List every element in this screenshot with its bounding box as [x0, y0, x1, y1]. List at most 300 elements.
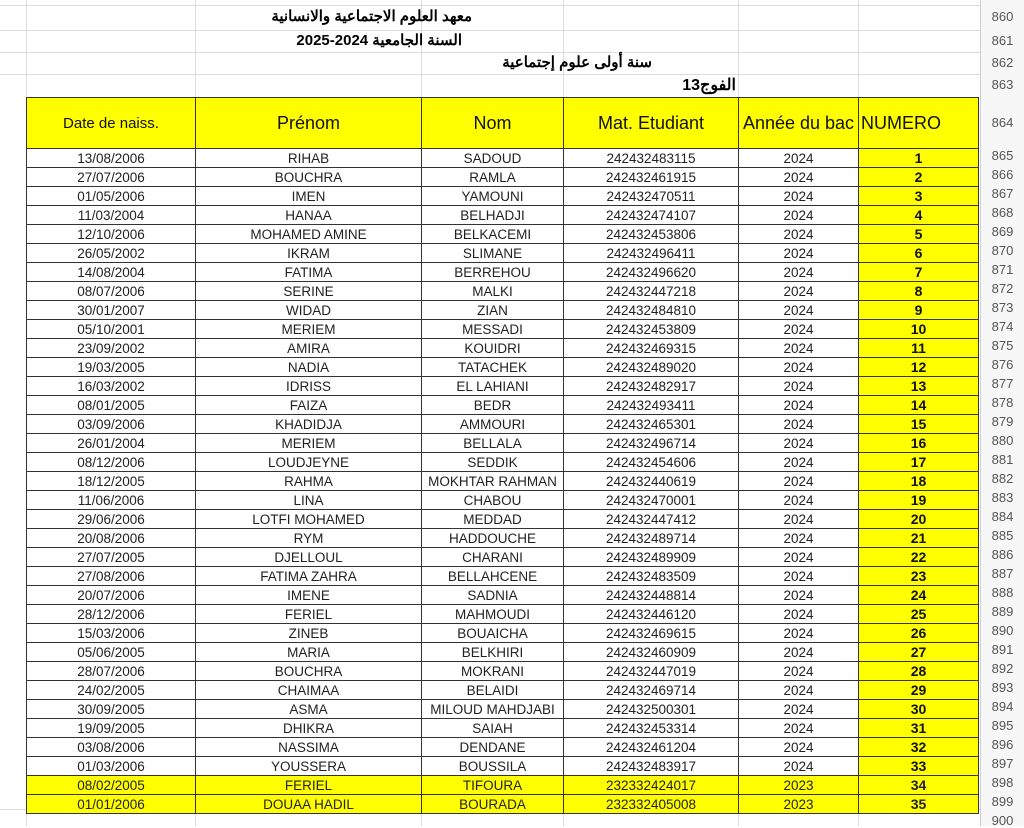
- cell-nom[interactable]: SEDDIK: [422, 453, 564, 472]
- cell-mat[interactable]: 242432447412: [564, 510, 739, 529]
- cell-prenom[interactable]: FERIEL: [196, 605, 422, 624]
- cell-bac[interactable]: 2023: [739, 795, 859, 814]
- table-row: [27, 149, 979, 168]
- cell-mat[interactable]: 242432496411: [564, 244, 739, 263]
- row-number[interactable]: 891: [991, 642, 1014, 657]
- cell-nom[interactable]: SAIAH: [422, 719, 564, 738]
- row-number[interactable]: 865: [991, 148, 1014, 163]
- cell-prenom[interactable]: HANAA: [196, 206, 422, 225]
- cell-bac[interactable]: 2024: [739, 738, 859, 757]
- cell-prenom[interactable]: BOUCHRA: [196, 662, 422, 681]
- cell-mat[interactable]: 242432446120: [564, 605, 739, 624]
- cell-mat[interactable]: 242432483115: [564, 149, 739, 168]
- cell-nom[interactable]: TATACHEK: [422, 358, 564, 377]
- cell-bac[interactable]: 2024: [739, 757, 859, 776]
- cell-mat[interactable]: 242432496620: [564, 263, 739, 282]
- cell-nom[interactable]: MOKRANI: [422, 662, 564, 681]
- cell-nom[interactable]: RAMLA: [422, 168, 564, 187]
- cell-nom[interactable]: MOKHTAR RAHMAN: [422, 472, 564, 491]
- cell-num[interactable]: 20: [859, 510, 979, 529]
- table-row: [27, 377, 979, 396]
- cell-date[interactable]: 08/01/2005: [27, 396, 196, 415]
- row-number[interactable]: 880: [991, 433, 1014, 448]
- cell-prenom[interactable]: LOUDJEYNE: [196, 453, 422, 472]
- cell-date[interactable]: 01/03/2006: [27, 757, 196, 776]
- cell-mat[interactable]: 242432483509: [564, 567, 739, 586]
- table-row: [27, 472, 979, 491]
- cell-date[interactable]: 30/01/2007: [27, 301, 196, 320]
- cell-bac[interactable]: 2024: [739, 567, 859, 586]
- table-row: [27, 282, 979, 301]
- row-number[interactable]: 886: [991, 547, 1014, 562]
- cell-mat[interactable]: 242432469315: [564, 339, 739, 358]
- cell-prenom[interactable]: DJELLOUL: [196, 548, 422, 567]
- row-number[interactable]: 896: [991, 737, 1014, 752]
- cell-mat[interactable]: 242432461915: [564, 168, 739, 187]
- table-row: [27, 510, 979, 529]
- row-number[interactable]: 889: [991, 604, 1014, 619]
- cell-date[interactable]: 01/01/2006: [27, 795, 196, 814]
- cell-nom[interactable]: BELKACEMI: [422, 225, 564, 244]
- cell-num[interactable]: 25: [859, 605, 979, 624]
- cell-mat[interactable]: 242432484810: [564, 301, 739, 320]
- row-number[interactable]: 866: [991, 167, 1014, 182]
- cell-bac[interactable]: 2024: [739, 586, 859, 605]
- table-row: [27, 187, 979, 206]
- cell-prenom[interactable]: FAIZA: [196, 396, 422, 415]
- cell-prenom[interactable]: WIDAD: [196, 301, 422, 320]
- table-row: [27, 206, 979, 225]
- cell-num[interactable]: 27: [859, 643, 979, 662]
- cell-date[interactable]: 28/07/2006: [27, 662, 196, 681]
- cell-bac[interactable]: 2024: [739, 282, 859, 301]
- cell-prenom[interactable]: MERIEM: [196, 434, 422, 453]
- table-row: [27, 339, 979, 358]
- cell-mat[interactable]: 242432465301: [564, 415, 739, 434]
- cell-date[interactable]: 08/07/2006: [27, 282, 196, 301]
- table-row: [27, 415, 979, 434]
- cell-prenom[interactable]: FATIMA: [196, 263, 422, 282]
- cell-date[interactable]: 20/07/2006: [27, 586, 196, 605]
- table-row: [27, 301, 979, 320]
- cell-num[interactable]: 8: [859, 282, 979, 301]
- level-title: سنة أولى علوم إجتماعية: [502, 54, 652, 71]
- row-number[interactable]: 897: [991, 756, 1014, 771]
- cell-num[interactable]: 34: [859, 776, 979, 795]
- cell-prenom[interactable]: DOUAA HADIL: [196, 795, 422, 814]
- cell-prenom[interactable]: FERIEL: [196, 776, 422, 795]
- cell-prenom[interactable]: RAHMA: [196, 472, 422, 491]
- col-header-date[interactable]: Date de naiss.: [27, 98, 196, 149]
- cell-prenom[interactable]: ZINEB: [196, 624, 422, 643]
- cell-nom[interactable]: MALKI: [422, 282, 564, 301]
- cell-mat[interactable]: 242432482917: [564, 377, 739, 396]
- cell-nom[interactable]: EL LAHIANI: [422, 377, 564, 396]
- cell-prenom[interactable]: RYM: [196, 529, 422, 548]
- cell-prenom[interactable]: KHADIDJA: [196, 415, 422, 434]
- cell-nom[interactable]: KOUIDRI: [422, 339, 564, 358]
- cell-bac[interactable]: 2024: [739, 510, 859, 529]
- cell-date[interactable]: 28/12/2006: [27, 605, 196, 624]
- cell-nom[interactable]: CHARANI: [422, 548, 564, 567]
- table-row: [27, 719, 979, 738]
- cell-bac[interactable]: 2024: [739, 700, 859, 719]
- cell-bac[interactable]: 2024: [739, 643, 859, 662]
- cell-mat[interactable]: 242432454606: [564, 453, 739, 472]
- row-number[interactable]: 873: [991, 300, 1014, 315]
- cell-date[interactable]: 11/06/2006: [27, 491, 196, 510]
- table-row: [27, 586, 979, 605]
- cell-num[interactable]: 12: [859, 358, 979, 377]
- cell-mat[interactable]: 242432470001: [564, 491, 739, 510]
- cell-nom[interactable]: BOURADA: [422, 795, 564, 814]
- cell-date[interactable]: 03/09/2006: [27, 415, 196, 434]
- cell-bac[interactable]: 2024: [739, 149, 859, 168]
- cell-num[interactable]: 22: [859, 548, 979, 567]
- cell-num[interactable]: 15: [859, 415, 979, 434]
- table-row: [27, 491, 979, 510]
- cell-date[interactable]: 08/12/2006: [27, 453, 196, 472]
- cell-nom[interactable]: MAHMOUDI: [422, 605, 564, 624]
- cell-date[interactable]: 27/08/2006: [27, 567, 196, 586]
- cell-prenom[interactable]: AMIRA: [196, 339, 422, 358]
- cell-bac[interactable]: 2023: [739, 776, 859, 795]
- cell-num[interactable]: 33: [859, 757, 979, 776]
- cell-prenom[interactable]: CHAIMAA: [196, 681, 422, 700]
- table-row: [27, 358, 979, 377]
- table-row: [27, 681, 979, 700]
- cell-bac[interactable]: 2024: [739, 244, 859, 263]
- cell-prenom[interactable]: MERIEM: [196, 320, 422, 339]
- cell-bac[interactable]: 2024: [739, 225, 859, 244]
- cell-date[interactable]: 12/10/2006: [27, 225, 196, 244]
- row-number[interactable]: 861: [991, 33, 1014, 48]
- cell-mat[interactable]: 242432469714: [564, 681, 739, 700]
- cell-mat[interactable]: 242432447019: [564, 662, 739, 681]
- cell-bac[interactable]: 2024: [739, 263, 859, 282]
- table-row: [27, 605, 979, 624]
- cell-prenom[interactable]: YOUSSERA: [196, 757, 422, 776]
- cell-num[interactable]: 10: [859, 320, 979, 339]
- row-number[interactable]: 893: [991, 680, 1014, 695]
- cell-nom[interactable]: SLIMANE: [422, 244, 564, 263]
- cell-date[interactable]: 19/03/2005: [27, 358, 196, 377]
- cell-prenom[interactable]: RIHAB: [196, 149, 422, 168]
- row-number[interactable]: 899: [991, 794, 1014, 809]
- cell-prenom[interactable]: SERINE: [196, 282, 422, 301]
- cell-prenom[interactable]: BOUCHRA: [196, 168, 422, 187]
- cell-nom[interactable]: BELKHIRI: [422, 643, 564, 662]
- cell-mat[interactable]: 242432440619: [564, 472, 739, 491]
- cell-num[interactable]: 6: [859, 244, 979, 263]
- cell-bac[interactable]: 2024: [739, 605, 859, 624]
- cell-prenom[interactable]: DHIKRA: [196, 719, 422, 738]
- row-number[interactable]: 894: [991, 699, 1014, 714]
- cell-nom[interactable]: BERREHOU: [422, 263, 564, 282]
- cell-prenom[interactable]: IMENE: [196, 586, 422, 605]
- grid-line: [0, 30, 1024, 31]
- table-row: [27, 795, 979, 814]
- cell-bac[interactable]: 2024: [739, 472, 859, 491]
- cell-bac[interactable]: 2024: [739, 681, 859, 700]
- cell-nom[interactable]: SADOUD: [422, 149, 564, 168]
- cell-date[interactable]: 08/02/2005: [27, 776, 196, 795]
- cell-bac[interactable]: 2024: [739, 529, 859, 548]
- cell-num[interactable]: 7: [859, 263, 979, 282]
- cell-nom[interactable]: BELLALA: [422, 434, 564, 453]
- cell-mat[interactable]: 232332424017: [564, 776, 739, 795]
- students-table: [26, 97, 979, 814]
- cell-bac[interactable]: 2024: [739, 453, 859, 472]
- cell-mat[interactable]: 242432461204: [564, 738, 739, 757]
- cell-prenom[interactable]: FATIMA ZAHRA: [196, 567, 422, 586]
- cell-bac[interactable]: 2024: [739, 415, 859, 434]
- table-row: [27, 225, 979, 244]
- cell-bac[interactable]: 2024: [739, 206, 859, 225]
- row-number[interactable]: 863: [991, 77, 1014, 92]
- cell-nom[interactable]: ZIAN: [422, 301, 564, 320]
- cell-num[interactable]: 17: [859, 453, 979, 472]
- cell-mat[interactable]: 242432496714: [564, 434, 739, 453]
- cell-prenom[interactable]: ASMA: [196, 700, 422, 719]
- row-number[interactable]: 887: [991, 566, 1014, 581]
- cell-num[interactable]: 5: [859, 225, 979, 244]
- cell-prenom[interactable]: MOHAMED AMINE: [196, 225, 422, 244]
- cell-bac[interactable]: 2024: [739, 491, 859, 510]
- cell-mat[interactable]: 242432453809: [564, 320, 739, 339]
- cell-num[interactable]: 26: [859, 624, 979, 643]
- row-number[interactable]: 860: [991, 9, 1014, 24]
- col-header-prenom[interactable]: Prénom: [196, 98, 422, 149]
- cell-num[interactable]: 32: [859, 738, 979, 757]
- cell-mat[interactable]: 242432470511: [564, 187, 739, 206]
- col-header-numero[interactable]: NUMERO: [859, 98, 979, 149]
- table-row: [27, 548, 979, 567]
- cell-mat[interactable]: 242432453806: [564, 225, 739, 244]
- cell-num[interactable]: 3: [859, 187, 979, 206]
- cell-nom[interactable]: BEDR: [422, 396, 564, 415]
- row-number[interactable]: 864: [991, 115, 1014, 130]
- row-number[interactable]: 884: [991, 509, 1014, 524]
- table-row: [27, 662, 979, 681]
- row-number[interactable]: 892: [991, 661, 1014, 676]
- cell-date[interactable]: 19/09/2005: [27, 719, 196, 738]
- cell-date[interactable]: 20/08/2006: [27, 529, 196, 548]
- row-number[interactable]: 878: [991, 395, 1014, 410]
- table-row: [27, 776, 979, 795]
- cell-date[interactable]: 27/07/2005: [27, 548, 196, 567]
- cell-nom[interactable]: BOUAICHA: [422, 624, 564, 643]
- cell-date[interactable]: 15/03/2006: [27, 624, 196, 643]
- cell-bac[interactable]: 2024: [739, 719, 859, 738]
- cell-nom[interactable]: YAMOUNI: [422, 187, 564, 206]
- cell-nom[interactable]: AMMOURI: [422, 415, 564, 434]
- cell-date[interactable]: 24/02/2005: [27, 681, 196, 700]
- row-number[interactable]: 888: [991, 585, 1014, 600]
- row-number[interactable]: 874: [991, 319, 1014, 334]
- cell-date[interactable]: 29/06/2006: [27, 510, 196, 529]
- row-number[interactable]: 871: [991, 262, 1014, 277]
- cell-num[interactable]: 35: [859, 795, 979, 814]
- cell-num[interactable]: 13: [859, 377, 979, 396]
- row-number[interactable]: 879: [991, 414, 1014, 429]
- cell-num[interactable]: 4: [859, 206, 979, 225]
- row-number[interactable]: 870: [991, 243, 1014, 258]
- cell-mat[interactable]: 242432493411: [564, 396, 739, 415]
- col-header-nom[interactable]: Nom: [422, 98, 564, 149]
- row-number[interactable]: 872: [991, 281, 1014, 296]
- cell-bac[interactable]: 2024: [739, 301, 859, 320]
- cell-nom[interactable]: BELLAHCENE: [422, 567, 564, 586]
- cell-mat[interactable]: 242432447218: [564, 282, 739, 301]
- cell-bac[interactable]: 2024: [739, 168, 859, 187]
- cell-mat[interactable]: 242432489714: [564, 529, 739, 548]
- row-number[interactable]: 877: [991, 376, 1014, 391]
- table-row: [27, 738, 979, 757]
- table-row: [27, 624, 979, 643]
- cell-mat[interactable]: 242432453314: [564, 719, 739, 738]
- cell-nom[interactable]: CHABOU: [422, 491, 564, 510]
- academic-year-title: السنة الجامعية 2024-2025: [296, 32, 462, 49]
- cell-nom[interactable]: BELAIDI: [422, 681, 564, 700]
- cell-date[interactable]: 18/12/2005: [27, 472, 196, 491]
- cell-prenom[interactable]: IKRAM: [196, 244, 422, 263]
- table-row: [27, 529, 979, 548]
- cell-prenom[interactable]: NASSIMA: [196, 738, 422, 757]
- cell-mat[interactable]: 242432469615: [564, 624, 739, 643]
- table-row: [27, 396, 979, 415]
- cell-num[interactable]: 31: [859, 719, 979, 738]
- cell-nom[interactable]: BELHADJI: [422, 206, 564, 225]
- cell-nom[interactable]: BOUSSILA: [422, 757, 564, 776]
- row-number[interactable]: 869: [991, 224, 1014, 239]
- row-number[interactable]: 898: [991, 775, 1014, 790]
- cell-bac[interactable]: 2024: [739, 548, 859, 567]
- cell-date[interactable]: 30/09/2005: [27, 700, 196, 719]
- cell-num[interactable]: 9: [859, 301, 979, 320]
- cell-bac[interactable]: 2024: [739, 434, 859, 453]
- table-row: [27, 263, 979, 282]
- group-title: الفوج13: [682, 77, 736, 94]
- cell-nom[interactable]: MEDDAD: [422, 510, 564, 529]
- cell-bac[interactable]: 2024: [739, 624, 859, 643]
- grid-line: [0, 5, 1024, 6]
- cell-num[interactable]: 18: [859, 472, 979, 491]
- cell-bac[interactable]: 2024: [739, 187, 859, 206]
- cell-date[interactable]: 26/01/2004: [27, 434, 196, 453]
- row-number[interactable]: 868: [991, 205, 1014, 220]
- cell-prenom[interactable]: NADIA: [196, 358, 422, 377]
- cell-prenom[interactable]: IMEN: [196, 187, 422, 206]
- cell-num[interactable]: 23: [859, 567, 979, 586]
- row-number[interactable]: 895: [991, 718, 1014, 733]
- cell-nom[interactable]: HADDOUCHE: [422, 529, 564, 548]
- cell-date[interactable]: 23/09/2002: [27, 339, 196, 358]
- cell-mat[interactable]: 242432448814: [564, 586, 739, 605]
- cell-date[interactable]: 11/03/2004: [27, 206, 196, 225]
- cell-num[interactable]: 19: [859, 491, 979, 510]
- cell-bac[interactable]: 2024: [739, 396, 859, 415]
- row-number[interactable]: 867: [991, 186, 1014, 201]
- cell-num[interactable]: 2: [859, 168, 979, 187]
- table-row: [27, 320, 979, 339]
- row-number[interactable]: 883: [991, 490, 1014, 505]
- cell-num[interactable]: 24: [859, 586, 979, 605]
- cell-num[interactable]: 30: [859, 700, 979, 719]
- cell-mat[interactable]: 242432489909: [564, 548, 739, 567]
- table-row: [27, 757, 979, 776]
- cell-bac[interactable]: 2024: [739, 339, 859, 358]
- cell-prenom[interactable]: LINA: [196, 491, 422, 510]
- cell-mat[interactable]: 232332405008: [564, 795, 739, 814]
- col-header-mat[interactable]: Mat. Etudiant: [564, 98, 739, 149]
- cell-date[interactable]: 01/05/2006: [27, 187, 196, 206]
- grid-line: [0, 74, 1024, 75]
- table-row: [27, 700, 979, 719]
- row-number[interactable]: 881: [991, 452, 1014, 467]
- cell-num[interactable]: 1: [859, 149, 979, 168]
- cell-prenom[interactable]: IDRISS: [196, 377, 422, 396]
- col-header-bac[interactable]: Année du bac: [739, 98, 859, 149]
- cell-num[interactable]: 28: [859, 662, 979, 681]
- cell-bac[interactable]: 2024: [739, 377, 859, 396]
- cell-date[interactable]: 26/05/2002: [27, 244, 196, 263]
- cell-num[interactable]: 29: [859, 681, 979, 700]
- table-row: [27, 244, 979, 263]
- cell-num[interactable]: 11: [859, 339, 979, 358]
- row-number[interactable]: 876: [991, 357, 1014, 372]
- cell-mat[interactable]: 242432460909: [564, 643, 739, 662]
- cell-date[interactable]: 03/08/2006: [27, 738, 196, 757]
- cell-bac[interactable]: 2024: [739, 662, 859, 681]
- cell-bac[interactable]: 2024: [739, 358, 859, 377]
- cell-prenom[interactable]: LOTFI MOHAMED: [196, 510, 422, 529]
- cell-mat[interactable]: 242432500301: [564, 700, 739, 719]
- table-row: [27, 643, 979, 662]
- cell-date[interactable]: 05/06/2005: [27, 643, 196, 662]
- table-row: [27, 434, 979, 453]
- cell-nom[interactable]: DENDANE: [422, 738, 564, 757]
- cell-num[interactable]: 21: [859, 529, 979, 548]
- cell-mat[interactable]: 242432483917: [564, 757, 739, 776]
- row-number[interactable]: 900: [991, 813, 1014, 828]
- institute-title: معهد العلوم الاجتماعية والانسانية: [271, 8, 472, 25]
- cell-mat[interactable]: 242432474107: [564, 206, 739, 225]
- row-number[interactable]: 890: [991, 623, 1014, 638]
- cell-date[interactable]: 27/07/2006: [27, 168, 196, 187]
- cell-num[interactable]: 16: [859, 434, 979, 453]
- cell-nom[interactable]: SADNIA: [422, 586, 564, 605]
- cell-date[interactable]: 13/08/2006: [27, 149, 196, 168]
- cell-nom[interactable]: MILOUD MAHDJABI: [422, 700, 564, 719]
- cell-nom[interactable]: MESSADI: [422, 320, 564, 339]
- cell-prenom[interactable]: MARIA: [196, 643, 422, 662]
- cell-mat[interactable]: 242432489020: [564, 358, 739, 377]
- table-row: [27, 168, 979, 187]
- cell-date[interactable]: 05/10/2001: [27, 320, 196, 339]
- row-number[interactable]: 875: [991, 338, 1014, 353]
- cell-num[interactable]: 14: [859, 396, 979, 415]
- cell-bac[interactable]: 2024: [739, 320, 859, 339]
- cell-date[interactable]: 14/08/2004: [27, 263, 196, 282]
- row-number[interactable]: 885: [991, 528, 1014, 543]
- table-row: [27, 567, 979, 586]
- row-number[interactable]: 862: [991, 55, 1014, 70]
- row-number[interactable]: 882: [991, 471, 1014, 486]
- cell-date[interactable]: 16/03/2002: [27, 377, 196, 396]
- cell-nom[interactable]: TIFOURA: [422, 776, 564, 795]
- table-row: [27, 453, 979, 472]
